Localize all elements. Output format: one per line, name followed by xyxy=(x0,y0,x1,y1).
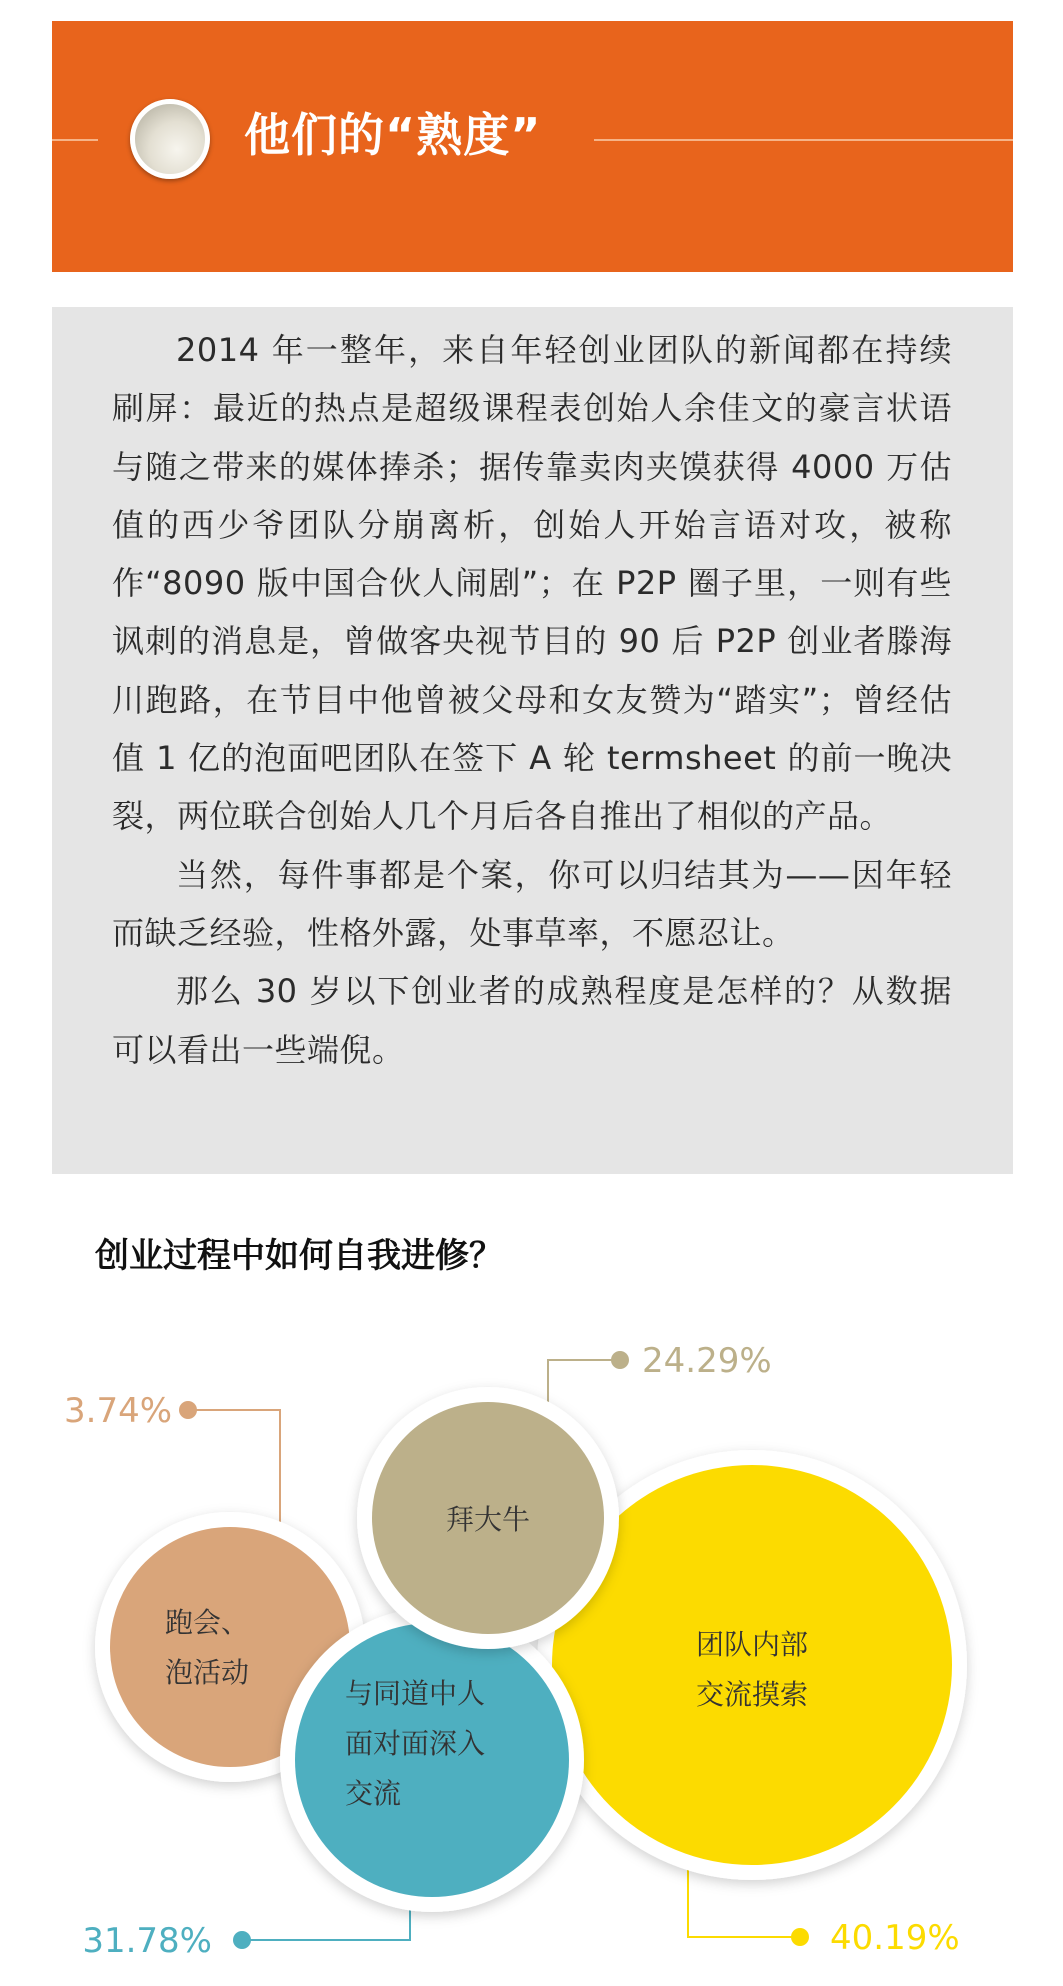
article-box xyxy=(52,307,1013,1174)
bubble-label-tongdao-3: 交流 xyxy=(345,1777,402,1810)
bubble-label-tuandui-1: 团队内部 xyxy=(695,1628,809,1661)
percent-label-paohui: 3.74% xyxy=(64,1391,173,1431)
bubble-label-paohui-2: 泡活动 xyxy=(165,1656,250,1689)
header-title: 他们的“熟度” xyxy=(244,108,542,162)
header-circle-icon xyxy=(130,99,210,179)
percent-label-tongdao: 31.78% xyxy=(82,1921,212,1961)
leader-dot-paohui xyxy=(179,1401,197,1419)
bubble-label-tongdao-2: 面对面深入 xyxy=(345,1727,486,1760)
percent-label-baidaniu: 24.29% xyxy=(642,1341,772,1381)
chart-title: 创业过程中如何自我进修？ xyxy=(95,1236,503,1276)
article-paragraph-3: 那么 30 岁以下创业者的成熟程度是怎样的？从数据可以看出一些端倪。 xyxy=(112,972,952,1069)
header-line-right xyxy=(594,139,1013,141)
bubble-label-tongdao-1: 与同道中人 xyxy=(345,1677,486,1710)
bubble-label-paohui-1: 跑会、 xyxy=(165,1606,250,1639)
article-paragraph-1: 2014 年一整年，来自年轻创业团队的新闻都在持续刷屏：最近的热点是超级课程表创始人余佳文的豪言状语与随之带来的媒体捧杀；据传靠卖肉夹馍获得 4000 万估值的西少爷团队分崩离析，创始人开始言语对攻，被称作“8090 版中国合伙人闹剧”；在 P2P 圈子里，一则有些讽刺的消息是，曾做客央视节目的 90 后 P2P 创业者滕海川跑路，在节目中他曾被父母和女友赞为“踏实”；曾经估值 1 亿的泡面吧团队在签下 A 轮 termsheet 的前一晚决裂，两位联合创始人几个月后各自推出了相似的产品。 xyxy=(112,331,952,836)
leader-dot-tongdao xyxy=(233,1931,251,1949)
article-paragraph-2: 当然，每件事都是个案，你可以归结其为——因年轻而缺乏经验，性格外露，处事草率，不愿忍让。 xyxy=(112,855,952,952)
bubble-tongdao xyxy=(280,1608,584,1912)
percent-label-tuandui: 40.19% xyxy=(830,1918,960,1958)
bubble-baidaniu xyxy=(357,1387,619,1649)
header-banner xyxy=(52,21,1013,272)
bubble-label-tuandui-2: 交流摸索 xyxy=(695,1678,809,1711)
bubble-fill-tongdao xyxy=(295,1623,569,1897)
leader-dot-baidaniu xyxy=(611,1351,629,1369)
article-text xyxy=(112,321,952,1079)
leader-dot-tuandui xyxy=(791,1928,809,1946)
bubble-chart xyxy=(0,1300,1063,1986)
header-line-left xyxy=(52,139,98,141)
bubble-label-baidaniu-1: 拜大牛 xyxy=(445,1503,531,1536)
